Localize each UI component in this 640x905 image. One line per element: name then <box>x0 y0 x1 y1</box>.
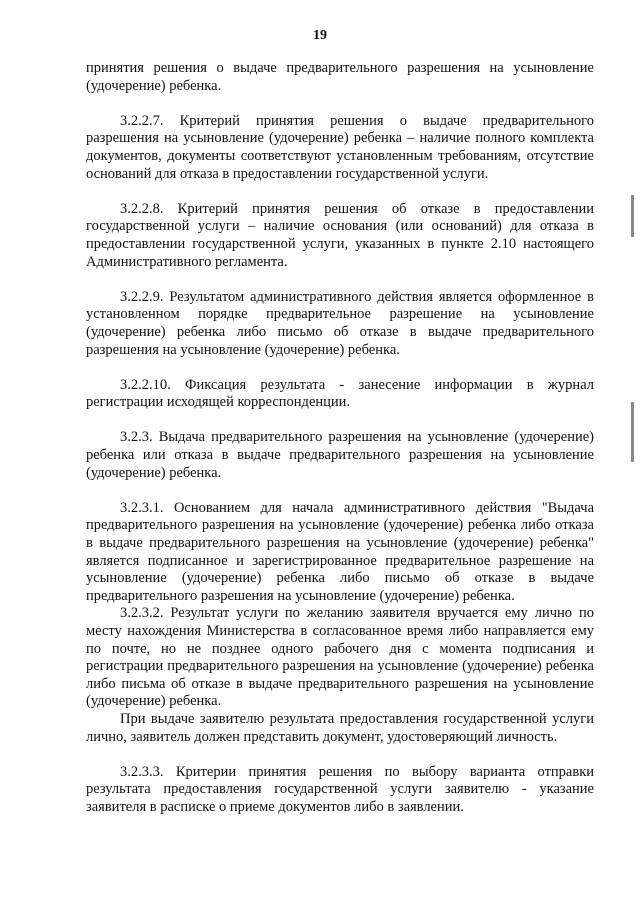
paragraph-3-2-2-9: 3.2.2.9. Результатом административного действия является оформленное в установленном порядке предварительное разрешение на усыновление (удочерение) ребенка либо письмо об отказе в выдаче предварительного разрешения на усыновление (удочерение) ребенка. <box>86 288 594 358</box>
scan-edge-mark <box>631 195 634 237</box>
paragraph-3-2-2-10: 3.2.2.10. Фиксация результата - занесение информации в журнал регистрации исходящей корреспонденции. <box>86 376 594 411</box>
paragraph-3-2-3: 3.2.3. Выдача предварительного разрешения на усыновление (удочерение) ребенка или отказа в выдаче предварительного разрешения на усыновление (удочерение) ребенка. <box>86 429 594 481</box>
paragraph-continuation: принятия решения о выдаче предварительного разрешения на усыновление (удочерение) ребенка. <box>86 60 594 94</box>
document-body <box>86 60 594 817</box>
paragraph-3-2-3-2: 3.2.3.2. Результат услуги по желанию заявителя вручается ему лично по месту нахождения Министерства в согласованное время либо направляется ему по почте, но не позднее одного рабочего дня с момента подписания и регистрации предварительного разрешения на усыновление (удочерение) ребенка либо письма об отказе в выдаче предварительного разрешения на усыновление (удочерение) ребенка. <box>86 605 594 710</box>
paragraph-identity-document: При выдаче заявителю результата предоставления государственной услуги лично, заявитель должен представить документ, удостоверяющий личность. <box>86 710 594 745</box>
page-number: 19 <box>313 28 327 43</box>
paragraph-3-2-3-3: 3.2.3.3. Критерии принятия решения по выбору варианта отправки результата предоставления государственной услуги заявителю - указание заявителя в расписке о приеме документов либо в заявлении. <box>86 763 594 815</box>
scan-edge-mark <box>631 426 634 462</box>
paragraph-3-2-2-8: 3.2.2.8. Критерий принятия решения об отказе в предоставлении государственной услуги – наличие основания (или оснований) для отказа в предоставлении государственной услуги, указанных в пункте 2.10 настоящего Административного регламента. <box>86 200 594 270</box>
paragraph-3-2-3-1: 3.2.3.1. Основанием для начала административного действия "Выдача предварительного разрешения на усыновление (удочерение) ребенка либо отказа в выдаче предварительного разрешения на усыновление (удочерение) ребенка" является подписанное и зарегистрированное предварительное разрешение на усыновление (удочерение) ребенка либо письмо об отказе в выдаче предварительного разрешения на усыновление (удочерение) ребенка. <box>86 499 594 604</box>
paragraph-3-2-2-7: 3.2.2.7. Критерий принятия решения о выдаче предварительного разрешения на усыновление (удочерение) ребенка – наличие полного комплекта документов, документы соответствуют установленным требованиям, отсутствие оснований для отказа в предоставлении государственной услуги. <box>86 112 594 182</box>
